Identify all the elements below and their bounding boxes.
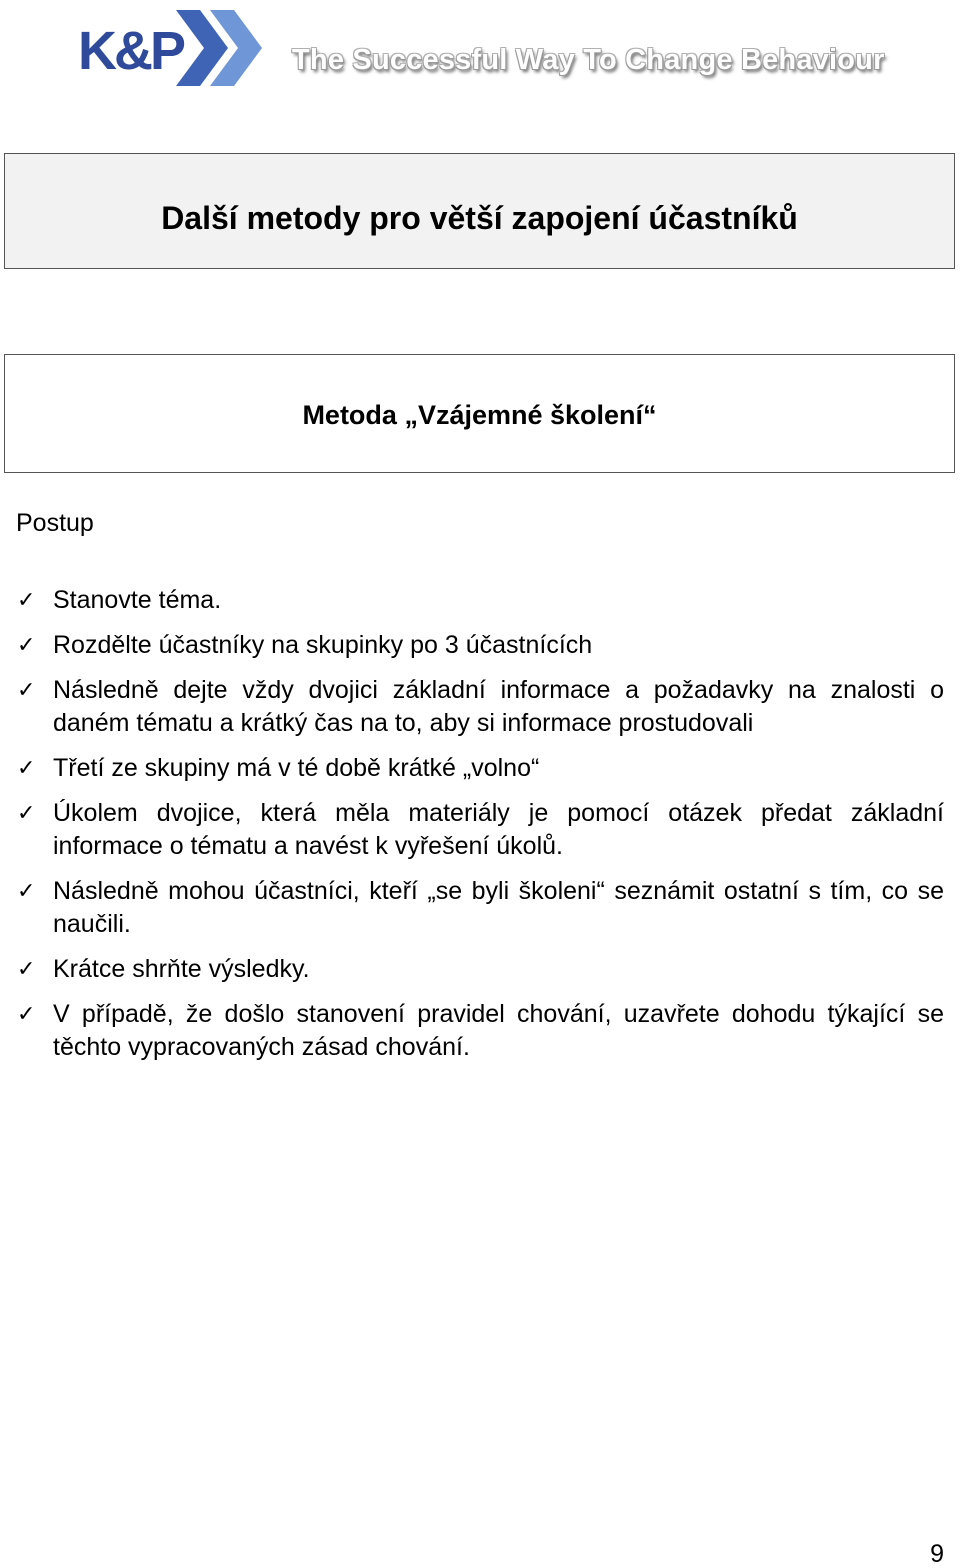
checkmark-icon: ✓ xyxy=(17,879,36,904)
title-box xyxy=(4,153,955,269)
page-title: Další metody pro větší zapojení účastníků xyxy=(161,200,798,236)
method-title: Metoda „Vzájemné školení“ xyxy=(302,400,657,430)
checklist-item-text: Třetí ze skupiny má v té době krátké „volno“ xyxy=(53,754,540,782)
checklist-item xyxy=(0,998,944,1064)
checklist xyxy=(0,584,960,1076)
checkmark-icon: ✓ xyxy=(17,756,36,781)
checklist-item xyxy=(0,629,944,662)
company-logo: K&P xyxy=(78,21,184,81)
checklist-item-text: Krátce shrňte výsledky. xyxy=(53,955,310,983)
checklist-item xyxy=(0,875,944,941)
checkmark-icon: ✓ xyxy=(17,588,36,613)
section-label: Postup xyxy=(16,509,94,537)
checkmark-icon: ✓ xyxy=(17,801,36,826)
checkmark-icon: ✓ xyxy=(17,1002,36,1027)
checkmark-icon: ✓ xyxy=(17,633,36,658)
checklist-item xyxy=(0,752,944,785)
header xyxy=(78,8,885,88)
checklist-item-text: V případě, že došlo stanovení pravidel chování, uzavřete dohodu týkající se těchto vypracovaných zásad chování. xyxy=(53,1000,944,1061)
checkmark-icon: ✓ xyxy=(17,957,36,982)
checklist-item-text: Úkolem dvojice, která měla materiály je pomocí otázek předat základní informace o tématu a navést k vyřešení úkolů. xyxy=(53,799,944,860)
tagline: The Successful Way To Change Behaviour xyxy=(292,44,885,76)
checklist-item xyxy=(0,584,944,617)
checklist-item-text: Následně mohou účastníci, kteří „se byli školeni“ seznámit ostatní s tím, co se naučili. xyxy=(53,877,944,938)
checklist-item xyxy=(0,674,944,740)
checklist-item-text: Následně dejte vždy dvojici základní informace a požadavky na znalosti o daném tématu a krátký čas na to, aby si informace prostudovali xyxy=(53,676,944,737)
checkmark-icon: ✓ xyxy=(17,678,36,703)
method-box xyxy=(4,354,955,473)
page-number: 9 xyxy=(930,1540,944,1568)
checklist-item xyxy=(0,797,944,863)
checklist-item-text: Stanovte téma. xyxy=(53,586,222,614)
checklist-item xyxy=(0,953,944,986)
checklist-item-text: Rozdělte účastníky na skupinky po 3 účastnících xyxy=(53,631,593,659)
logo-chevrons-icon xyxy=(176,10,272,86)
